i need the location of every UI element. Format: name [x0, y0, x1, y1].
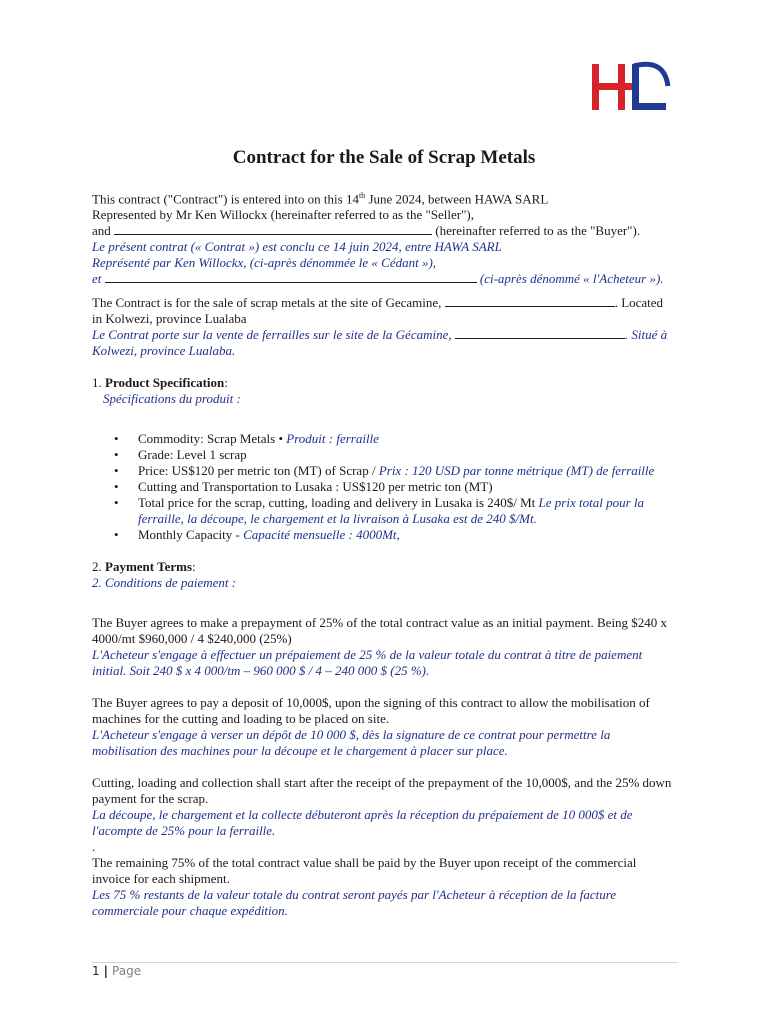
page-number: 1 — [92, 964, 100, 978]
site-section — [92, 295, 672, 359]
spec-item-capacity: • Monthly Capacity - Capacité mensuelle : 4000Mt, — [138, 527, 672, 543]
remaining-payment-en: The remaining 75% of the total contract value shall be paid by the Buyer upon receipt of the commercial invoice for each shipment. — [92, 855, 637, 887]
intro-fr-line1: Le présent contrat (« Contrat ») est conclu ce 14 juin 2024, entre HAWA SARL — [92, 239, 502, 255]
intro-fr-line3: et (ci-après dénommé « l'Acheteur »). — [92, 271, 664, 287]
site-location-blank[interactable] — [445, 295, 615, 307]
stray-dot: . — [92, 839, 96, 855]
logo-h-letter — [592, 64, 632, 110]
intro-en-line2: Represented by Mr Ken Willockx (hereinafter referred to as the "Seller"), — [92, 207, 475, 223]
prepayment-fr: L'Acheteur s'engage à effectuer un prépaiement de 25 % de la valeur totale du contrat à titre de paiement initial. Soit 240 $ x 4 000/tm – 960 000 $ / 4 – 240 000 $ (25 %). — [92, 647, 643, 679]
site-fr: Le Contrat porte sur la vente de ferrailles sur le site de la Gécamine, . Situé à Kolwezi, province Lualaba. — [92, 327, 668, 359]
contract-body — [92, 188, 672, 919]
product-heading: 1. Product Specification: — [92, 375, 228, 391]
company-logo — [588, 58, 678, 122]
product-section — [92, 375, 672, 543]
payment-heading-fr: 2. Conditions de paiement : — [92, 575, 237, 591]
acheteur-name-blank[interactable] — [105, 271, 477, 283]
footer-separator: | — [103, 964, 109, 978]
prepayment-en: The Buyer agrees to make a prepayment of 25% of the total contract value as an initial payment. Being $240 x 4000/mt $960,000 / 4 $240,000 (25%) — [92, 615, 668, 647]
collection-en: Cutting, loading and collection shall start after the receipt of the prepayment of the 10,000$, and the 25% down payment for the scrap. — [92, 775, 672, 807]
buyer-name-blank[interactable] — [114, 223, 432, 235]
intro-en-line3: and (hereinafter referred to as the "Buyer"). — [92, 223, 641, 239]
product-spec-list — [92, 431, 672, 543]
spec-item-commodity: • Commodity: Scrap Metals • Produit : ferraille — [138, 431, 672, 447]
collection-fr: La découpe, le chargement et la collecte débuteront après la réception du prépaiement de 10 000$ et de l'acompte de 25% pour la ferraille. — [92, 807, 633, 839]
payment-section — [92, 559, 672, 919]
intro-en-line1: This contract ("Contract") is entered into on this 14th June 2024, between HAWA SARL — [92, 191, 549, 207]
spec-item-price: • Price: US$120 per metric ton (MT) of Scrap / Prix : 120 USD par tonne métrique (MT) de ferraille — [138, 463, 672, 479]
intro-section — [92, 188, 672, 287]
spec-item-total-price: • Total price for the scrap, cutting, loading and delivery in Lusaka is 240$/ Mt Le prix total pour la ferraille, la découpe, le chargement et la livraison à Lusaka est de 240 $/Mt. — [138, 495, 672, 527]
deposit-fr: L'Acheteur s'engage à verser un dépôt de 10 000 $, dès la signature de ce contrat pour permettre la mobilisation des machines pour la découpe et le chargement à placer sur place. — [92, 727, 611, 759]
deposit-en: The Buyer agrees to pay a deposit of 10,000$, upon the signing of this contract to allow the mobilisation of machines for the cutting and loading to be placed on site. — [92, 695, 650, 727]
spec-item-grade: • Grade: Level 1 scrap — [138, 447, 672, 463]
remaining-payment-fr: Les 75 % restants de la valeur totale du contrat seront payés par l'Acheteur à réception de la facture commerciale pour chaque expédition. — [92, 887, 617, 919]
site-en: The Contract is for the sale of scrap metals at the site of Gecamine, . Located in Kolwezi, province Lualaba — [92, 295, 664, 327]
spec-item-transport: • Cutting and Transportation to Lusaka : US$120 per metric ton (MT) — [138, 479, 672, 495]
page-footer — [92, 964, 141, 978]
document-title: Contract for the Sale of Scrap Metals — [232, 147, 536, 168]
intro-fr-line2: Représenté par Ken Willockx, (ci-après dénommée le « Cédant »), — [92, 255, 437, 271]
site-location-blank-fr[interactable] — [455, 327, 625, 339]
payment-heading: 2. Payment Terms: — [92, 559, 196, 575]
logo-l-letter — [632, 64, 668, 110]
page-label: Page — [112, 964, 142, 978]
footer-divider — [92, 962, 678, 963]
product-heading-fr: Spécifications du produit : — [103, 391, 241, 407]
